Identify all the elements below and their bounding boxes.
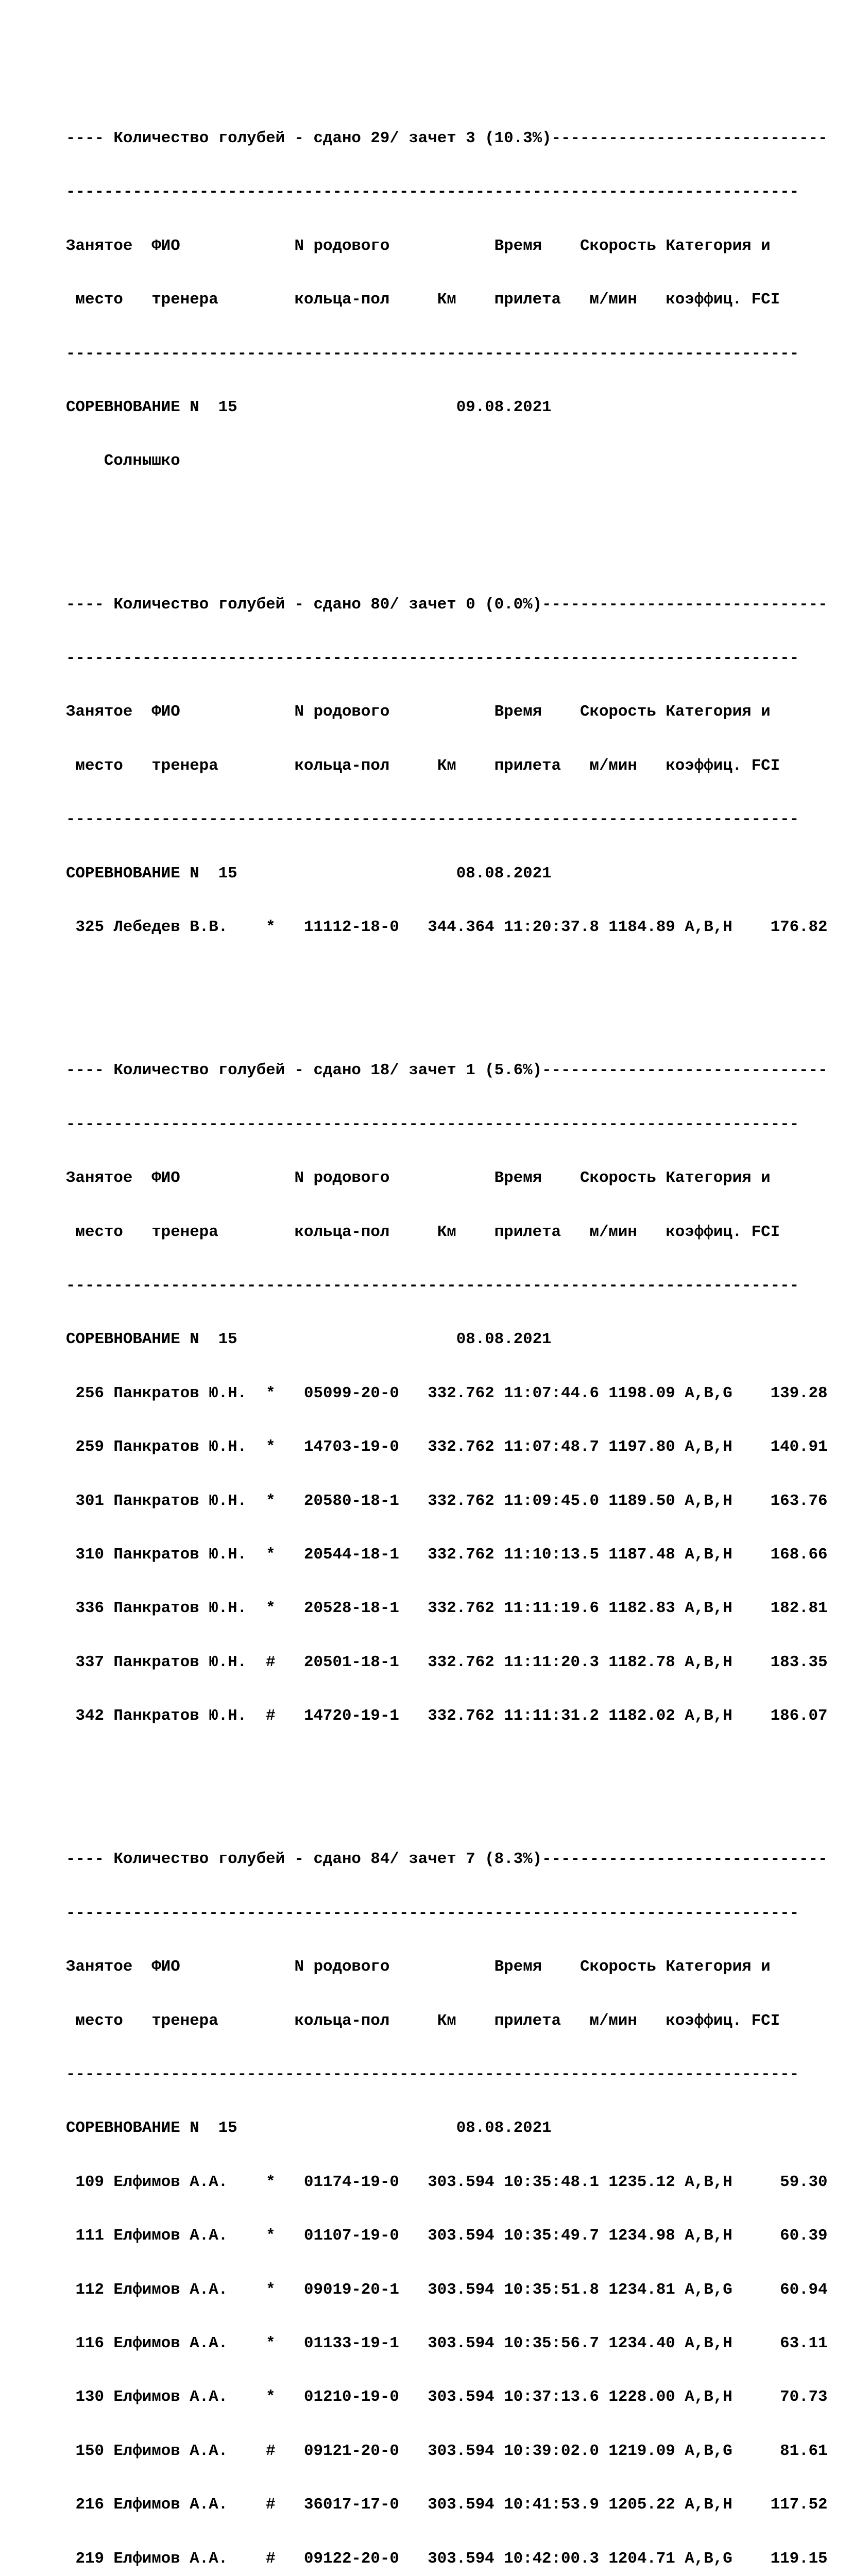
divider-line: ----------------------------------------------------------------------------- <box>66 183 799 201</box>
results-section-2 <box>66 560 828 972</box>
column-header-line-1: Занятое ФИО N родового Время Скорость Категория и <box>66 703 771 721</box>
divider-line: ----------------------------------------------------------------------------- <box>66 2065 799 2084</box>
competition-heading: СОРЕВНОВАНИЕ N 15 08.08.2021 <box>66 864 552 883</box>
summary-line: ---- Количество голубей - сдано 80/ зачет 0 (0.0%)------------------------------ <box>66 595 828 614</box>
result-row: 342 Панкратов Ю.Н. # 14720-19-1 332.762 11:11:31.2 1182.02 A,B,H 186.07 <box>66 1707 828 1725</box>
result-row: 130 Елфимов А.А. * 01210-19-0 303.594 10:37:13.6 1228.00 A,B,H 70.73 <box>66 2388 828 2406</box>
column-header-line-2: место тренера кольца-пол Км прилета м/мин коэффиц. FCI <box>66 1223 780 1241</box>
result-row: 112 Елфимов А.А. * 09019-20-1 303.594 10:35:51.8 1234.81 A,B,G 60.94 <box>66 2280 828 2299</box>
competition-heading: СОРЕВНОВАНИЕ N 15 09.08.2021 <box>66 398 552 416</box>
result-row: 116 Елфимов А.А. * 01133-19-1 303.594 10:35:56.7 1234.40 A,B,H 63.11 <box>66 2334 828 2352</box>
divider-line: ----------------------------------------------------------------------------- <box>66 344 799 363</box>
results-section-3 <box>66 1026 828 1761</box>
result-row: 256 Панкратов Ю.Н. * 05099-20-0 332.762 11:07:44.6 1198.09 A,B,G 139.28 <box>66 1384 828 1402</box>
column-header-line-2: место тренера кольца-пол Км прилета м/мин коэффиц. FCI <box>66 756 780 775</box>
result-row: 216 Елфимов А.А. # 36017-17-0 303.594 10:41:53.9 1205.22 A,B,H 117.52 <box>66 2496 828 2514</box>
column-header-line-1: Занятое ФИО N родового Время Скорость Категория и <box>66 236 771 255</box>
divider-line: ----------------------------------------------------------------------------- <box>66 1115 799 1133</box>
divider-line: ----------------------------------------------------------------------------- <box>66 649 799 668</box>
result-row: 310 Панкратов Ю.Н. * 20544-18-1 332.762 11:10:13.5 1187.48 A,B,H 168.66 <box>66 1545 828 1564</box>
result-row: 259 Панкратов Ю.Н. * 14703-19-0 332.762 11:07:48.7 1197.80 A,B,H 140.91 <box>66 1438 828 1456</box>
result-row: 336 Панкратов Ю.Н. * 20528-18-1 332.762 11:11:19.6 1182.83 A,B,H 182.81 <box>66 1599 828 1618</box>
result-row: 325 Лебедев В.В. * 11112-18-0 344.364 11:20:37.8 1184.89 A,B,H 176.82 <box>66 918 828 937</box>
competition-name: Солнышко <box>66 452 180 470</box>
result-row: 337 Панкратов Ю.Н. # 20501-18-1 332.762 11:11:20.3 1182.78 A,B,H 183.35 <box>66 1653 828 1671</box>
competition-heading: СОРЕВНОВАНИЕ N 15 08.08.2021 <box>66 1330 552 1349</box>
column-header-line-2: место тренера кольца-пол Км прилета м/мин коэффиц. FCI <box>66 2011 780 2030</box>
results-section-4 <box>66 1815 828 2576</box>
summary-line: ---- Количество голубей - сдано 18/ зачет 1 (5.6%)------------------------------ <box>66 1061 828 1080</box>
result-row: 109 Елфимов А.А. * 01174-19-0 303.594 10:35:48.1 1235.12 A,B,H 59.30 <box>66 2173 828 2191</box>
result-row: 111 Елфимов А.А. * 01107-19-0 303.594 10:35:49.7 1234.98 A,B,H 60.39 <box>66 2227 828 2245</box>
result-row: 219 Елфимов А.А. # 09122-20-0 303.594 10:42:00.3 1204.71 A,B,G 119.15 <box>66 2549 828 2568</box>
column-header-line-1: Занятое ФИО N родового Время Скорость Категория и <box>66 1169 771 1188</box>
competition-heading: СОРЕВНОВАНИЕ N 15 08.08.2021 <box>66 2119 552 2138</box>
column-header-line-1: Занятое ФИО N родового Время Скорость Категория и <box>66 1958 771 1976</box>
divider-line: ----------------------------------------------------------------------------- <box>66 1276 799 1295</box>
summary-line: ---- Количество голубей - сдано 29/ зачет 3 (10.3%)----------------------------- <box>66 129 828 147</box>
summary-line: ---- Количество голубей - сдано 84/ зачет 7 (8.3%)------------------------------ <box>66 1850 828 1869</box>
divider-line: ----------------------------------------------------------------------------- <box>66 1904 799 1922</box>
column-header-line-2: место тренера кольца-пол Км прилета м/мин коэффиц. FCI <box>66 291 780 309</box>
result-row: 301 Панкратов Ю.Н. * 20580-18-1 332.762 11:09:45.0 1189.50 A,B,H 163.76 <box>66 1492 828 1510</box>
results-document <box>66 40 828 2576</box>
results-section-1 <box>66 94 828 506</box>
divider-line: ----------------------------------------------------------------------------- <box>66 810 799 829</box>
result-row: 150 Елфимов А.А. # 09121-20-0 303.594 10:39:02.0 1219.09 A,B,G 81.61 <box>66 2442 828 2460</box>
